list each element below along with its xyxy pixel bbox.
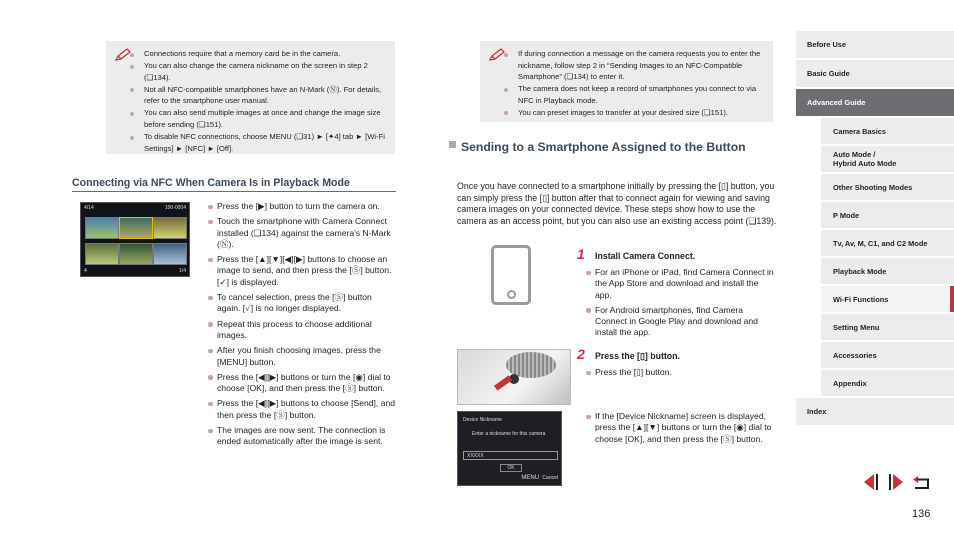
- next-page-button[interactable]: [885, 472, 907, 492]
- previous-page-button[interactable]: [860, 472, 882, 492]
- sidebar-item-other-shooting-modes[interactable]: Other Shooting Modes: [821, 174, 954, 200]
- step1-bullets: [595, 267, 775, 343]
- step-bullet: Repeat this process to choose additional images.: [217, 319, 397, 342]
- playback-nfc-heading: Connecting via NFC When Camera Is in Playback Mode: [72, 177, 396, 192]
- step-bullet: Press the [◀][▶] buttons or turn the [◉] dial to choose [OK], and then press the [Ⓢ] button.: [217, 372, 397, 395]
- image-thumbnail: [153, 243, 187, 265]
- sidebar-item-basic-guide[interactable]: Basic Guide: [796, 60, 954, 87]
- lcd-selected-count: 4: [84, 268, 87, 274]
- arrow-left-icon: [861, 473, 881, 491]
- sidebar-item-before-use[interactable]: Before Use: [796, 31, 954, 58]
- step-bullet: Press the [▲][▼][◀][▶] buttons to choose an image to send, and then press the [Ⓢ] button. [✓] is displayed.: [217, 254, 397, 288]
- camera-button-photo: [457, 349, 571, 405]
- intro-paragraph: Once you have connected to a smartphone initially by pressing the [▯] button, you can simply press the [▯] button after that to connect again for viewing and saving camera images on your connected device. These steps show how to use the camera as an access point, but you can also use an existing access point (❑139).: [457, 181, 777, 226]
- playback-steps-list: [217, 201, 397, 452]
- sidebar-item-playback-mode[interactable]: Playback Mode: [821, 258, 954, 284]
- sidebar-item-tv-av-m-mode[interactable]: Tv, Av, M, C1, and C2 Mode: [821, 230, 954, 256]
- note-item: You can preset images to transfer at your desired size (❑151).: [518, 107, 763, 119]
- device-nickname-screen-image: [457, 411, 562, 486]
- sidebar-item-auto-mode[interactable]: Auto Mode / Hybrid Auto Mode: [821, 146, 954, 172]
- note-box-left: [106, 41, 395, 154]
- sidebar-item-wifi-functions[interactable]: Wi-Fi Functions: [821, 286, 954, 312]
- page-navigation: [860, 472, 932, 492]
- step-title: Install Camera Connect.: [595, 251, 696, 261]
- section-heading: [449, 140, 779, 155]
- lcd-file-number: 100-0004: [164, 205, 186, 211]
- step-bullet: Touch the smartphone with Camera Connect installed (❑134) against the camera's N-Mark (Ⓝ).: [217, 216, 397, 250]
- section-heading-text: Sending to a Smartphone Assigned to the Button: [461, 140, 746, 154]
- step-bullet: Press the [▯] button.: [595, 367, 775, 378]
- sidebar-item-p-mode[interactable]: P Mode: [821, 202, 954, 228]
- note-item: To disable NFC connections, choose MENU (❑31) ► [✦4] tab ► [Wi-Fi Settings] ► [NFC] ► [Off].: [144, 132, 385, 153]
- ok-option: OK: [500, 464, 522, 472]
- cancel-option: MENU Cancel: [521, 475, 558, 481]
- chapter-sidebar: [796, 31, 954, 427]
- pointer-arrow-icon: [494, 375, 512, 390]
- lcd-counter: 4/14: [84, 205, 94, 211]
- step2-bullets: [595, 367, 775, 382]
- step-bullet: For Android smartphones, find Camera Connect in Google Play and download and install the app.: [595, 305, 775, 339]
- image-thumbnail: [85, 243, 119, 265]
- camera-playback-screen-image: [80, 202, 190, 277]
- image-thumbnail: [119, 243, 153, 265]
- step-bullet: To cancel selection, press the [Ⓢ] button again. [✓] is no longer displayed.: [217, 292, 397, 315]
- note-item: The camera does not keep a record of smartphones you connect to via NFC in Playback mode.: [518, 83, 763, 106]
- image-thumbnail-selected: [119, 217, 153, 239]
- arrow-right-icon: [886, 473, 906, 491]
- note-item: You can also send multiple images at once and change the image size before sending (❑151).: [144, 107, 385, 130]
- step-bullet: Press the [▶] button to turn the camera on.: [217, 201, 397, 212]
- menu-glyph-icon: MENU: [521, 475, 540, 481]
- sidebar-item-index[interactable]: Index: [796, 398, 954, 425]
- step-bullet: If the [Device Nickname] screen is displayed, press the [▲][▼] buttons or turn the [◉] dial to choose [OK], and then press the [Ⓢ] button.: [595, 411, 775, 445]
- note-box-right: [480, 41, 773, 122]
- sidebar-item-appendix[interactable]: Appendix: [821, 370, 954, 396]
- nickname-field: XXXXX: [463, 451, 558, 460]
- screen-title: Device Nickname: [463, 417, 502, 423]
- sidebar-item-accessories[interactable]: Accessories: [821, 342, 954, 368]
- home-button-icon: [507, 290, 516, 299]
- step2-nickname-bullets: [595, 411, 775, 449]
- lcd-page: 1/4: [179, 268, 186, 274]
- heading-marker-icon: [449, 141, 456, 148]
- step-bullet: The images are now sent. The connection is ended automatically after the image is sent.: [217, 425, 397, 448]
- step-number: 1: [577, 246, 585, 262]
- step-bullet: After you finish choosing images, press the [MENU] button.: [217, 345, 397, 368]
- return-icon: [911, 473, 931, 491]
- note-item: You can also change the camera nickname on the screen in step 2 (❑134).: [144, 60, 385, 83]
- note-item: If during connection a message on the camera requests you to enter the nickname, follow step 2 in “Sending Images to an NFC-Compatible Smartphone” (❑134) to enter it.: [518, 48, 763, 83]
- sidebar-item-camera-basics[interactable]: Camera Basics: [821, 118, 954, 144]
- note-item: Not all NFC-compatible smartphones have an N-Mark (Ⓝ). For details, refer to the smartphone user manual.: [144, 84, 385, 107]
- step-number: 2: [577, 346, 585, 362]
- image-thumbnail: [85, 217, 119, 239]
- step-title: Press the [▯] button.: [595, 351, 680, 361]
- page-number: 136: [912, 508, 931, 520]
- step-bullet: Press the [◀][▶] buttons to choose [Send], and then press the [Ⓢ] button.: [217, 398, 396, 420]
- image-thumbnail: [153, 217, 187, 239]
- sidebar-item-setting-menu[interactable]: Setting Menu: [821, 314, 954, 340]
- step-bullet: For an iPhone or iPad, find Camera Connect in the App Store and download and install the app.: [595, 267, 774, 300]
- return-button[interactable]: [910, 472, 932, 492]
- smartphone-icon: [491, 245, 531, 305]
- screen-prompt: Enter a nickname for this camera: [472, 431, 546, 437]
- note-item: Connections require that a memory card be in the camera.: [144, 48, 385, 60]
- sidebar-item-advanced-guide[interactable]: Advanced Guide: [796, 89, 954, 116]
